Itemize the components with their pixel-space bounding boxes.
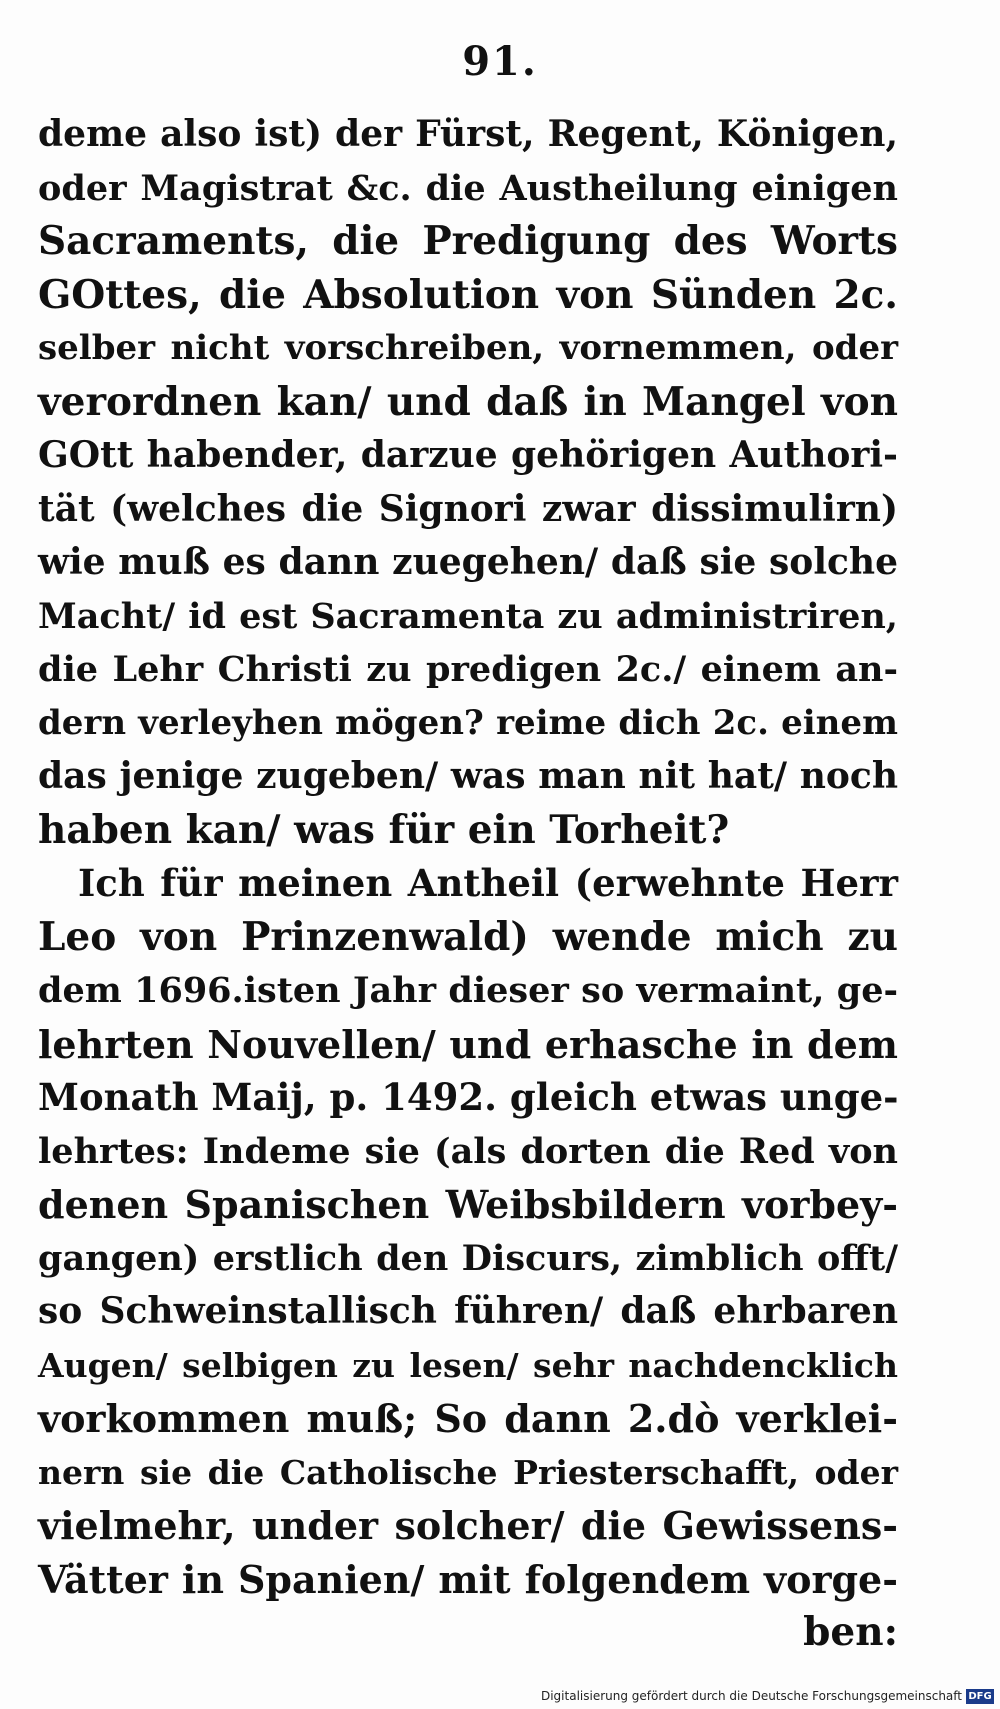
text-line: selber nicht vorschreiben, vornemmen, oder bbox=[38, 328, 898, 368]
text-line: denen Spanischen Weibsbildern vorbey- bbox=[38, 1182, 898, 1227]
text-line: GOttes, die Absolution von Sünden 2c. bbox=[38, 271, 898, 318]
text-line: vielmehr, under solcher/ die Gewissens- bbox=[38, 1503, 898, 1548]
text-line: dem 1696.isten Jahr dieser so vermaint, ge- bbox=[38, 970, 898, 1011]
text-line: lehrten Nouvellen/ und erhasche in dem bbox=[38, 1021, 898, 1067]
text-line: vorkommen muß; So dann 2.dò verklei- bbox=[38, 1396, 898, 1441]
text-line: Leo von Prinzenwald) wende mich zu bbox=[38, 913, 898, 960]
text-line: Vätter in Spanien/ mit folgendem vorge- bbox=[38, 1556, 898, 1602]
text-line: haben kan/ was für ein Torheit? bbox=[38, 806, 730, 853]
text-line: Macht/ id est Sacramenta zu administriren, bbox=[38, 595, 898, 637]
text-line: das jenige zugeben/ was man nit hat/ noch bbox=[38, 755, 898, 797]
text-line: Ich für meinen Antheil (erwehnte Herr bbox=[78, 861, 898, 905]
footer-credit: Digitalisierung gefördert durch die Deutsche Forschungsgemeinschaft bbox=[540, 1689, 962, 1703]
text-line: tät (welches die Signori zwar dissimulirn) bbox=[38, 487, 898, 530]
page-number: 91. bbox=[462, 38, 538, 85]
text-line: oder Magistrat &c. die Austheilung einigen bbox=[38, 167, 898, 209]
text-line: wie muß es dann zuegehen/ daß sie solche bbox=[38, 541, 898, 583]
footer bbox=[0, 1683, 1000, 1707]
body-text bbox=[38, 108, 898, 1660]
text-line: verordnen kan/ und daß in Mangel von bbox=[38, 378, 898, 425]
text-line: nern sie die Catholische Priesterschafft, oder bbox=[38, 1452, 898, 1492]
text-line: Sacraments, die Predigung des Worts bbox=[38, 218, 898, 264]
dfg-logo-icon: DFG bbox=[966, 1689, 994, 1704]
text-line: lehrtes: Indeme sie (als dorten die Red von bbox=[38, 1130, 898, 1172]
text-line: Augen/ selbigen zu lesen/ sehr nachdencklich bbox=[38, 1345, 898, 1385]
text-line: Monath Maij, p. 1492. gleich etwas unge- bbox=[38, 1075, 899, 1119]
text-line: GOtt habender, darzue gehörigen Authori- bbox=[38, 434, 898, 476]
text-line: ben: bbox=[803, 1609, 898, 1655]
text-line: deme also ist) der Fürst, Regent, Königen, bbox=[38, 113, 898, 155]
text-line: die Lehr Christi zu predigen 2c./ einem an- bbox=[38, 649, 898, 690]
text-line: so Schweinstallisch führen/ daß ehrbaren bbox=[38, 1290, 898, 1332]
text-line: dern verleyhen mögen? reime dich 2c. einem bbox=[38, 702, 898, 743]
text-line: gangen) erstlich den Discurs, zimblich offt/ bbox=[38, 1237, 898, 1279]
